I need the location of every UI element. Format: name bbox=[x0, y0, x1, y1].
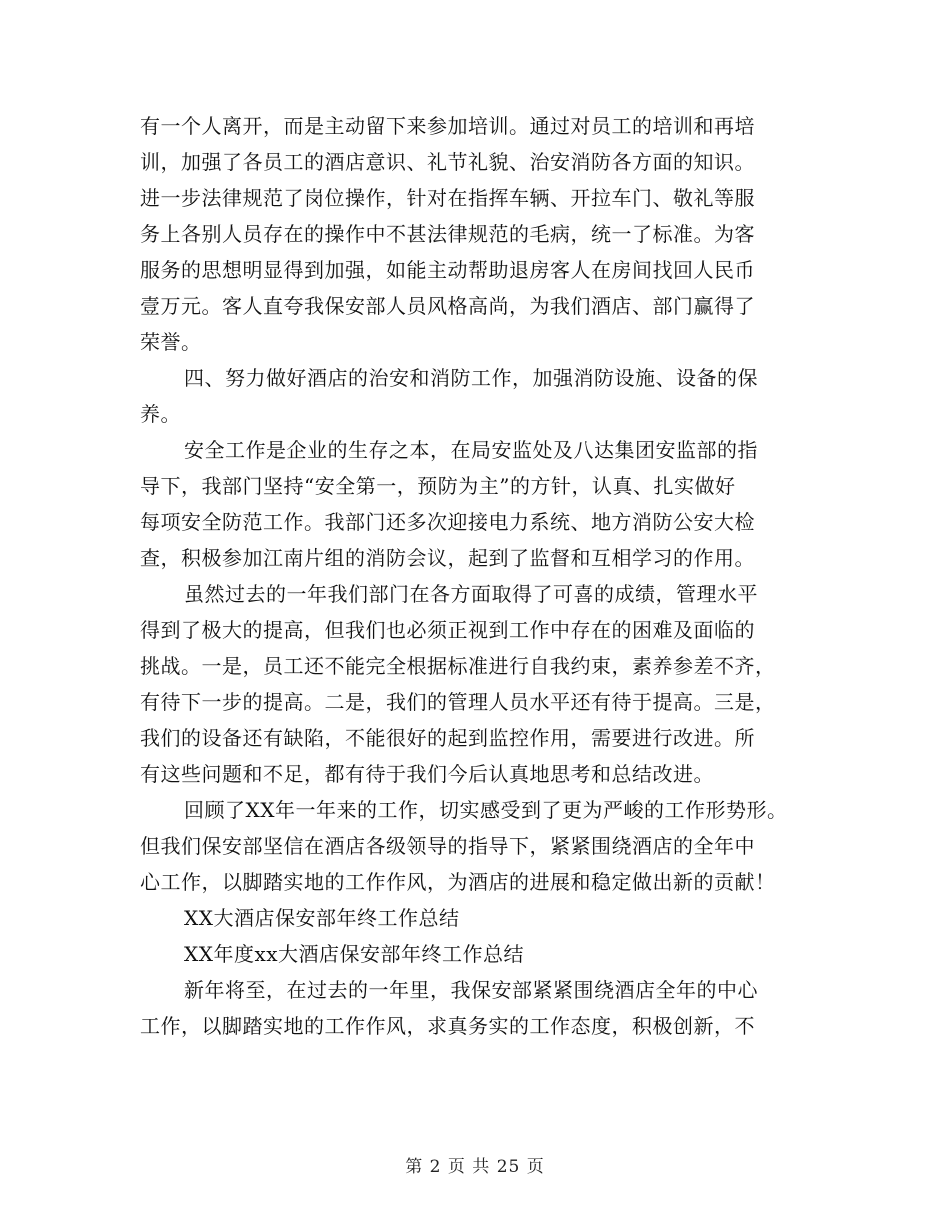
section-heading: 四、努力做好酒店的治安和消防工作，加强消防设施、设备的保 bbox=[184, 366, 758, 390]
text-line: 挑战。一是，员工还不能完全根据标准进行自我约束，素养参差不齐， bbox=[140, 654, 776, 678]
text-line: 导下，我部门坚持“安全第一，预防为主”的方针，认真、扎实做好 bbox=[140, 474, 736, 498]
page-number-footer: 第 2 页 共 25 页 bbox=[405, 1157, 545, 1177]
text-line: 进一步法律规范了岗位操作，针对在指挥车辆、开拉车门、敬礼等服 bbox=[140, 186, 755, 210]
text-line: 得到了极大的提高，但我们也必须正视到工作中存在的困难及面临的 bbox=[140, 618, 755, 642]
text-line: 养。 bbox=[140, 402, 181, 426]
paragraph-start: 虽然过去的一年我们部门在各方面取得了可喜的成绩，管理水平 bbox=[184, 582, 758, 606]
document-body bbox=[140, 108, 820, 1044]
document-title: XX大酒店保安部年终工作总结 bbox=[184, 906, 460, 930]
text-line: 壹万元。客人直夸我保安部人员风格高尚，为我们酒店、部门赢得了 bbox=[140, 294, 755, 318]
text-line: 服务的思想明显得到加强，如能主动帮助退房客人在房间找回人民币 bbox=[140, 258, 755, 282]
text-line: 心工作，以脚踏实地的工作作风，为酒店的进展和稳定做出新的贡献！ bbox=[140, 870, 776, 894]
text-line: 训，加强了各员工的酒店意识、礼节礼貌、治安消防各方面的知识。 bbox=[140, 150, 755, 174]
text-line: 有这些问题和不足，都有待于我们今后认真地思考和总结改进。 bbox=[140, 762, 714, 786]
document-subtitle: XX年度xx大酒店保安部年终工作总结 bbox=[184, 942, 525, 966]
text-line: 务上各别人员存在的操作中不甚法律规范的毛病，统一了标准。为客 bbox=[140, 222, 755, 246]
paragraph-start: 新年将至，在过去的一年里，我保安部紧紧围绕酒店全年的中心 bbox=[184, 978, 758, 1002]
text-line: 但我们保安部坚信在酒店各级领导的指导下，紧紧围绕酒店的全年中 bbox=[140, 834, 755, 858]
text-line: 荣誉。 bbox=[140, 330, 202, 354]
paragraph-start: 回顾了XX年一年来的工作，切实感受到了更为严峻的工作形势形。 bbox=[184, 798, 788, 822]
text-line: 查，积极参加江南片组的消防会议，起到了监督和互相学习的作用。 bbox=[140, 546, 755, 570]
text-line: 工作，以脚踏实地的工作作风，求真务实的工作态度，积极创新，不 bbox=[140, 1014, 755, 1038]
text-line: 有待下一步的提高。二是，我们的管理人员水平还有待于提高。三是， bbox=[140, 690, 776, 714]
text-line: 我们的设备还有缺陷，不能很好的起到监控作用，需要进行改进。所 bbox=[140, 726, 755, 750]
text-line: 每项安全防范工作。我部门还多次迎接电力系统、地方消防公安大检 bbox=[140, 510, 755, 534]
paragraph-start: 安全工作是企业的生存之本，在局安监处及八达集团安监部的指 bbox=[184, 438, 758, 462]
text-line: 有一个人离开，而是主动留下来参加培训。通过对员工的培训和再培 bbox=[140, 114, 755, 138]
